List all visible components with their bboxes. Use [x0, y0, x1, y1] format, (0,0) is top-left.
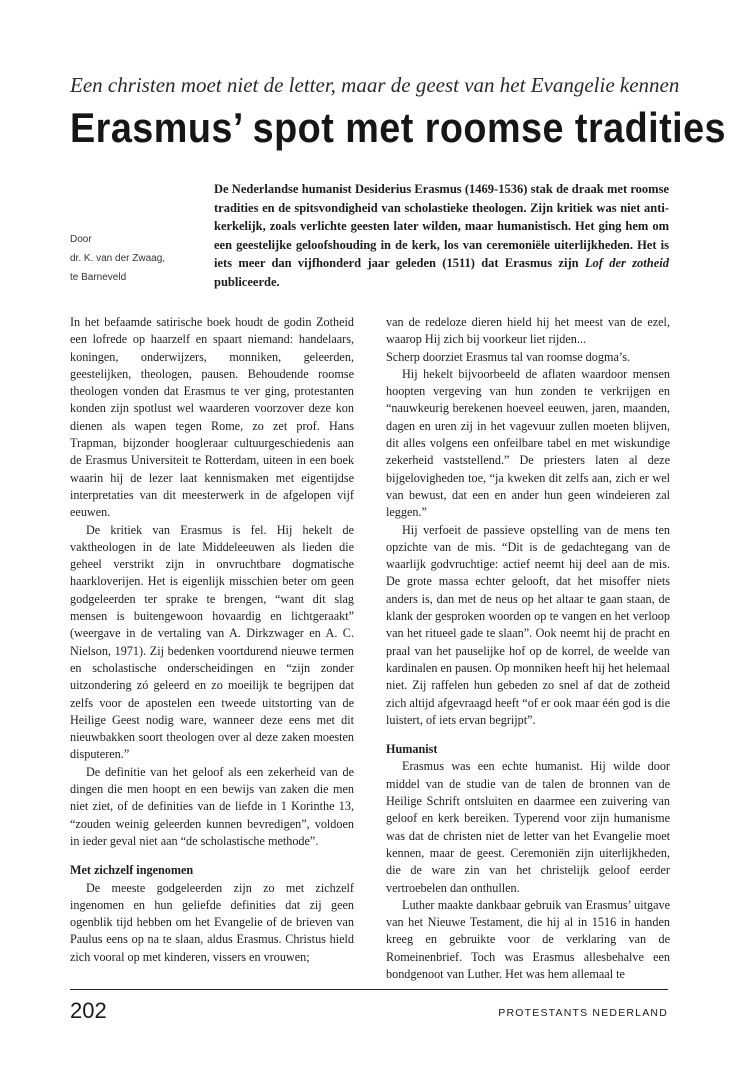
lead-book-title: Lof der zotheid — [584, 256, 669, 271]
journal-name: PROTESTANTS NEDERLAND — [498, 1007, 668, 1019]
body-paragraph: De meeste godgeleerden zijn zo met zichzelf ingenomen en hun geliefde definities dat zij geen ogenblik tijd hebben om het Evangelie of de brieven van Paulus eens op na te slaan, aldus Erasmus. Christus hield zich vooral op met kinderen, vissers en vrouwen; — [70, 880, 354, 964]
body-paragraph: In het befaamde satirische boek houdt de godin Zotheid een lofrede op haarzelf en spaart niemand: handelaars, koningen, onderwijzers, monniken, geleerden, geestelijken, theologen, pausen. Behoudende roomse theologen vonden dat Erasmus te ver ging, protestanten konden zijn spotlust wel waarderen voorzover deze kon dienen als wapen tegen Rome, zo zet prof. Hans Trapman, bijzonder hoogleraar cultuurgeschiedenis aan de Erasmus Universiteit te Rotterdam, uiteen in een boek waarin hij de lezer laat kennismaken met eigentijdse interpretaties van dit meesterwerk in de afgelopen vijf eeuwen. — [70, 315, 354, 520]
body-paragraph: De definitie van het geloof als een zekerheid van de dingen die men hoopt en een bewijs van zaken die men niet ziet, of de definities van de liefde in 1 Korinthe 13, “zouden weinig geleerden kunnen bevredigen”, voldoen in ieder geval niet aan “de scholastische methode”. — [70, 764, 354, 848]
body-paragraph: Scherp doorziet Erasmus tal van roomse dogma’s. — [386, 349, 631, 364]
byline — [70, 230, 210, 287]
lead-text: De Nederlandse humanist Desiderius Erasmus (1469-1536) stak de draak met roomse tradities en de spitsvondigheid van scholastieke theologen. Zijn kritiek was niet anti-kerkelijk, zoals verlichte geesten later wilden, maar humanistisch. Het ging hem om een geestelijke geloofshouding in de kerk, los van ceremoniële uiterlijkheden. Het is iets meer dan vijfhonderd jaar geleden (1511) dat Erasmus zijn — [214, 182, 669, 271]
body-paragraph: van de redeloze dieren hield hij het meest van de ezel, waarop Hij zich bij voorkeur liet rijden... — [386, 315, 670, 347]
body-paragraph: Erasmus was een echte humanist. Hij wilde door middel van de studie van de talen de bronnen van de Heilige Schrift ontsluiten en daarmee een zuivering van geloof en kerk bereiken. Typerend voor zijn humanisme was dat de christen niet de letter van het Evangelie moet kennen, maar de geest. Ceremoniën zijn uiterlijkheden, die de ware zin van het christelijk geloof eerder vertroebelen dan onthullen. — [386, 759, 670, 895]
section-heading: Humanist — [386, 742, 438, 757]
byline-location: te Barneveld — [70, 272, 127, 283]
byline-label: Door — [70, 234, 92, 245]
body-paragraph: Hij hekelt bijvoorbeeld de aflaten waardoor mensen hoopten vergeving van hun zonden te verkrijgen en “nauwkeurig berekenen hoeveel eeuwen, jaren, maanden, dagen en uren zij in het vagevuur zullen moeten blijven, dit alles volgens een onfeilbare tabel en met wiskundige zekerheid vaststellend.” De priesters laten al deze bijgelovigheden toe, “ja kweken dit zelfs aan, zich er wel van bewust, dat een en ander hun geen windeieren zal leggen.” — [386, 366, 670, 520]
lead-text-end: publiceerde. — [214, 274, 280, 289]
footer-rule — [70, 989, 668, 990]
article-subtitle: Een christen moet niet de letter, maar de geest van het Evangelie kennen — [70, 73, 680, 97]
article-title: Erasmus’ spot met roomse tradities — [70, 104, 727, 151]
body-paragraph: De kritiek van Erasmus is fel. Hij hekelt de vaktheologen in de late Middeleeuwen als lieden die geheel verstrikt zijn in onvruchtbare dogmatische haarkloverijen. Het is eigenlijk misschien beter om geen godgeleerden ter sprake te brengen, “want dit slag mensen is buitengewoon hovaardig en lichtgeraakt” (weergave in de vertaling van A. Dirkzwager en A. C. Nielson, 1971). Zij bedenken voortdurend nieuwe termen en scholastische onderscheidingen en “zijn zonder uitzondering zó geleerd en zo moeilijk te begrijpen dat zelfs voor de apostelen een tweede uitstorting van de Heilige Geest nodig ware, wanneer deze eens met dit nieuwbakken soort theologen over al deze zaken moesten disputeren.” — [70, 522, 354, 762]
byline-author: dr. K. van der Zwaag, — [70, 253, 166, 264]
column-left — [70, 314, 354, 966]
lead-paragraph — [214, 180, 669, 292]
body-paragraph: Luther maakte dankbaar gebruik van Erasmus’ uitgave van het Nieuwe Testament, die hij al in 1516 in handen kreeg en gebruikte voor de verklaring van de Romeinenbrief. Toch was Erasmus allesbehalve een bondgenoot van Luther. Het was hem allemaal te — [386, 897, 670, 981]
section-heading: Met zichzelf ingenomen — [70, 863, 194, 878]
body-paragraph: Hij verfoeit de passieve opstelling van de mens ten opzichte van de mis. “Dit is de gedachtegang van de waarlijk godvruchtige: actief neemt hij deel aan de mis. De grote massa echter gelooft, dat het misoffer niets anders is, dan met de neus op het altaar te gaan staan, de klank der gesproken woorden op te vangen en het verloop van het ritueel gade te slaan”. Ook neemt hij de pracht en praal van het pauselijke hof op de korrel, de weelde van kardinalen en pausen. Op monniken heeft hij het helemaal niet. Zij raffelen hun gebeden zo snel af dat de zotheid zich altijd afgevraagd heeft “of er ook maar één god is die luistert, of iets ervan begrijpt”. — [386, 522, 670, 727]
column-right — [386, 314, 670, 983]
page-number: 202 — [70, 998, 107, 1023]
